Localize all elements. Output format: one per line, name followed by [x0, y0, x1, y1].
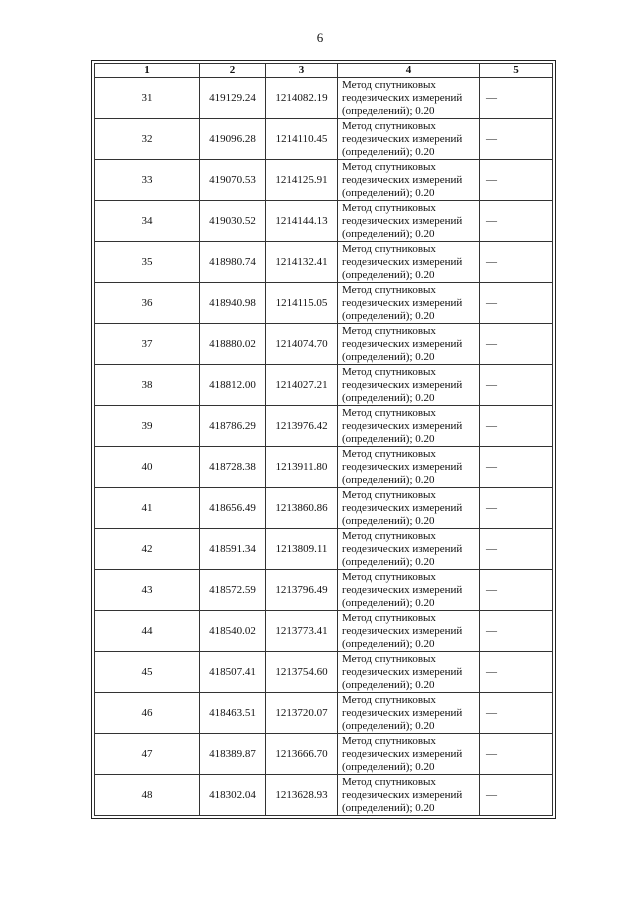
table-header-row [95, 64, 553, 78]
y-coordinate-cell: 1213720.07 [266, 693, 338, 734]
method-line: геодезических измерений [342, 378, 463, 391]
note-cell: — [480, 324, 553, 365]
y-coordinate-cell: 1214144.13 [266, 201, 338, 242]
method-line: (определений); 0.20 [342, 350, 435, 363]
table-row [95, 488, 553, 529]
coordinates-table [94, 63, 553, 816]
method-line: геодезических измерений [342, 747, 463, 760]
method-line: Метод спутниковых [342, 693, 436, 706]
method-line: геодезических измерений [342, 255, 463, 268]
note-cell: — [480, 242, 553, 283]
x-coordinate-cell: 418507.41 [200, 652, 266, 693]
note-cell: — [480, 611, 553, 652]
y-coordinate-cell: 1214125.91 [266, 160, 338, 201]
y-coordinate-cell: 1213773.41 [266, 611, 338, 652]
method-line: Метод спутниковых [342, 652, 436, 665]
x-coordinate-cell: 418302.04 [200, 775, 266, 816]
x-coordinate-cell: 419030.52 [200, 201, 266, 242]
method-line: геодезических измерений [342, 706, 463, 719]
column-header: 2 [200, 64, 266, 78]
point-number-cell: 40 [95, 447, 200, 488]
x-coordinate-cell: 419070.53 [200, 160, 266, 201]
method-cell [338, 160, 480, 201]
method-line: Метод спутниковых [342, 201, 436, 214]
point-number-cell: 41 [95, 488, 200, 529]
table-row [95, 365, 553, 406]
method-line: (определений); 0.20 [342, 514, 435, 527]
method-cell [338, 734, 480, 775]
method-line: Метод спутниковых [342, 488, 436, 501]
method-cell [338, 529, 480, 570]
x-coordinate-cell: 418572.59 [200, 570, 266, 611]
method-cell [338, 488, 480, 529]
column-header: 4 [338, 64, 480, 78]
table-row [95, 693, 553, 734]
method-line: (определений); 0.20 [342, 391, 435, 404]
method-cell [338, 693, 480, 734]
note-cell: — [480, 488, 553, 529]
x-coordinate-cell: 418880.02 [200, 324, 266, 365]
table-row [95, 652, 553, 693]
method-line: геодезических измерений [342, 296, 463, 309]
method-cell [338, 570, 480, 611]
method-line: Метод спутниковых [342, 283, 436, 296]
method-line: геодезических измерений [342, 624, 463, 637]
column-header: 3 [266, 64, 338, 78]
note-cell: — [480, 78, 553, 119]
method-line: геодезических измерений [342, 214, 463, 227]
point-number-cell: 47 [95, 734, 200, 775]
method-line: (определений); 0.20 [342, 432, 435, 445]
note-cell: — [480, 283, 553, 324]
page-number: 6 [316, 30, 324, 45]
table-row [95, 570, 553, 611]
table-row [95, 775, 553, 816]
y-coordinate-cell: 1213796.49 [266, 570, 338, 611]
y-coordinate-cell: 1214082.19 [266, 78, 338, 119]
note-cell: — [480, 447, 553, 488]
point-number-cell: 33 [95, 160, 200, 201]
point-number-cell: 39 [95, 406, 200, 447]
method-line: (определений); 0.20 [342, 104, 435, 117]
y-coordinate-cell: 1213976.42 [266, 406, 338, 447]
method-line: геодезических измерений [342, 337, 463, 350]
method-line: геодезических измерений [342, 460, 463, 473]
x-coordinate-cell: 419096.28 [200, 119, 266, 160]
y-coordinate-cell: 1213860.86 [266, 488, 338, 529]
method-line: (определений); 0.20 [342, 473, 435, 486]
point-number-cell: 42 [95, 529, 200, 570]
method-cell [338, 775, 480, 816]
note-cell: — [480, 406, 553, 447]
method-line: Метод спутниковых [342, 119, 436, 132]
method-cell [338, 201, 480, 242]
method-cell [338, 324, 480, 365]
method-line: Метод спутниковых [342, 406, 436, 419]
coordinates-table-frame [91, 60, 556, 819]
method-line: геодезических измерений [342, 501, 463, 514]
table-row [95, 611, 553, 652]
x-coordinate-cell: 419129.24 [200, 78, 266, 119]
y-coordinate-cell: 1214115.05 [266, 283, 338, 324]
method-line: Метод спутниковых [342, 529, 436, 542]
x-coordinate-cell: 418728.38 [200, 447, 266, 488]
method-cell [338, 78, 480, 119]
y-coordinate-cell: 1213628.93 [266, 775, 338, 816]
table-row [95, 324, 553, 365]
point-number-cell: 37 [95, 324, 200, 365]
method-line: (определений); 0.20 [342, 268, 435, 281]
point-number-cell: 44 [95, 611, 200, 652]
table-body [95, 78, 553, 816]
note-cell: — [480, 693, 553, 734]
x-coordinate-cell: 418540.02 [200, 611, 266, 652]
note-cell: — [480, 365, 553, 406]
method-cell [338, 447, 480, 488]
table-row [95, 160, 553, 201]
table-row [95, 283, 553, 324]
method-line: Метод спутниковых [342, 570, 436, 583]
point-number-cell: 38 [95, 365, 200, 406]
table-row [95, 734, 553, 775]
table-row [95, 78, 553, 119]
method-line: геодезических измерений [342, 91, 463, 104]
method-cell [338, 283, 480, 324]
method-line: Метод спутниковых [342, 78, 436, 91]
point-number-cell: 32 [95, 119, 200, 160]
note-cell: — [480, 529, 553, 570]
note-cell: — [480, 201, 553, 242]
method-line: Метод спутниковых [342, 160, 436, 173]
x-coordinate-cell: 418940.98 [200, 283, 266, 324]
method-line: (определений); 0.20 [342, 555, 435, 568]
point-number-cell: 31 [95, 78, 200, 119]
method-cell [338, 611, 480, 652]
method-line: (определений); 0.20 [342, 760, 435, 773]
method-line: (определений); 0.20 [342, 637, 435, 650]
method-line: (определений); 0.20 [342, 309, 435, 322]
point-number-cell: 48 [95, 775, 200, 816]
y-coordinate-cell: 1213911.80 [266, 447, 338, 488]
method-cell [338, 652, 480, 693]
method-line: (определений); 0.20 [342, 596, 435, 609]
method-cell [338, 406, 480, 447]
method-line: (определений); 0.20 [342, 719, 435, 732]
x-coordinate-cell: 418389.87 [200, 734, 266, 775]
table-row [95, 447, 553, 488]
point-number-cell: 35 [95, 242, 200, 283]
y-coordinate-cell: 1213754.60 [266, 652, 338, 693]
point-number-cell: 46 [95, 693, 200, 734]
note-cell: — [480, 160, 553, 201]
method-line: Метод спутниковых [342, 324, 436, 337]
method-line: Метод спутниковых [342, 447, 436, 460]
y-coordinate-cell: 1214027.21 [266, 365, 338, 406]
method-line: геодезических измерений [342, 132, 463, 145]
method-line: геодезических измерений [342, 788, 463, 801]
y-coordinate-cell: 1214110.45 [266, 119, 338, 160]
method-line: (определений); 0.20 [342, 186, 435, 199]
method-line: геодезических измерений [342, 419, 463, 432]
note-cell: — [480, 570, 553, 611]
x-coordinate-cell: 418812.00 [200, 365, 266, 406]
table-row [95, 119, 553, 160]
note-cell: — [480, 119, 553, 160]
method-line: Метод спутниковых [342, 775, 436, 788]
method-line: (определений); 0.20 [342, 678, 435, 691]
column-header: 1 [95, 64, 200, 78]
method-line: Метод спутниковых [342, 734, 436, 747]
x-coordinate-cell: 418591.34 [200, 529, 266, 570]
method-cell [338, 119, 480, 160]
x-coordinate-cell: 418786.29 [200, 406, 266, 447]
x-coordinate-cell: 418463.51 [200, 693, 266, 734]
method-cell [338, 242, 480, 283]
y-coordinate-cell: 1214132.41 [266, 242, 338, 283]
method-line: Метод спутниковых [342, 242, 436, 255]
point-number-cell: 45 [95, 652, 200, 693]
point-number-cell: 43 [95, 570, 200, 611]
point-number-cell: 34 [95, 201, 200, 242]
method-line: геодезических измерений [342, 173, 463, 186]
column-header: 5 [480, 64, 553, 78]
table-row [95, 529, 553, 570]
method-line: геодезических измерений [342, 542, 463, 555]
y-coordinate-cell: 1213809.11 [266, 529, 338, 570]
y-coordinate-cell: 1214074.70 [266, 324, 338, 365]
note-cell: — [480, 734, 553, 775]
method-line: Метод спутниковых [342, 611, 436, 624]
method-line: Метод спутниковых [342, 365, 436, 378]
method-line: геодезических измерений [342, 665, 463, 678]
method-line: (определений); 0.20 [342, 227, 435, 240]
method-line: (определений); 0.20 [342, 801, 435, 814]
method-line: геодезических измерений [342, 583, 463, 596]
method-cell [338, 365, 480, 406]
x-coordinate-cell: 418656.49 [200, 488, 266, 529]
note-cell: — [480, 652, 553, 693]
point-number-cell: 36 [95, 283, 200, 324]
note-cell: — [480, 775, 553, 816]
method-line: (определений); 0.20 [342, 145, 435, 158]
x-coordinate-cell: 418980.74 [200, 242, 266, 283]
table-row [95, 201, 553, 242]
table-row [95, 406, 553, 447]
table-row [95, 242, 553, 283]
y-coordinate-cell: 1213666.70 [266, 734, 338, 775]
